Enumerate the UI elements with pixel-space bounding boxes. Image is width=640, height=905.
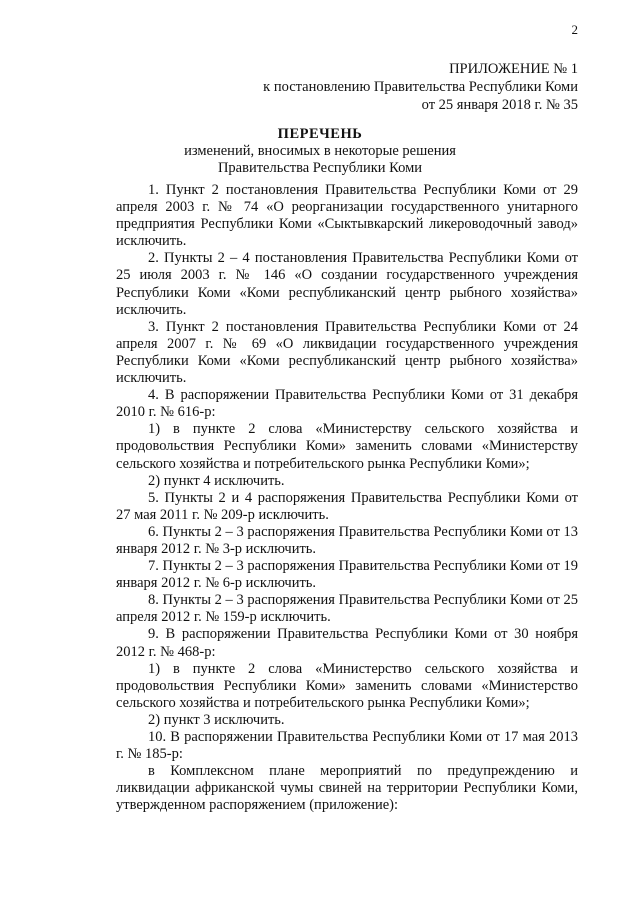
list-item: 7. Пункты 2 – 3 распоряжения Правительства Республики Коми от 19 января 2012 г. № 6-р исключить.: [116, 558, 578, 592]
list-item: 8. Пункты 2 – 3 распоряжения Правительства Республики Коми от 25 апреля 2012 г. № 159-р исключить.: [116, 592, 578, 626]
document-title-block: [0, 126, 640, 177]
list-item: 4. В распоряжении Правительства Республики Коми от 31 декабря 2010 г. № 616-р:: [116, 387, 578, 421]
list-subitem: 1) в пункте 2 слова «Министерству сельского хозяйства и продовольствия Республики Коми» заменить словами «Министерству сельского хозяйства и потребительского рынка Республики Коми»;: [116, 421, 578, 472]
list-item: 10. В распоряжении Правительства Республики Коми от 17 мая 2013 г. № 185-р:: [116, 729, 578, 763]
list-item: 1. Пункт 2 постановления Правительства Республики Коми от 29 апреля 2003 г. № 74 «О реорганизации государственного унитарного предприятия Республики Коми «Сыктывкарский ликероводочный завод» исключить.: [116, 182, 578, 250]
document-body: [116, 182, 578, 814]
list-subitem: 2) пункт 3 исключить.: [148, 711, 285, 728]
list-subitem: 2) пункт 4 исключить.: [148, 472, 285, 489]
appendix-line-1: ПРИЛОЖЕНИЕ № 1: [449, 61, 578, 77]
list-subitem: 1) в пункте 2 слова «Министерство сельского хозяйства и продовольствия Республики Коми» заменить словами «Министерство сельского хозяйства и потребительского рынка Республики Коми»;: [116, 660, 578, 711]
appendix-header: [263, 60, 578, 114]
list-item: 5. Пункты 2 и 4 распоряжения Правительства Республики Коми от 27 мая 2011 г. № 209-р исключить.: [116, 489, 578, 523]
document-title: ПЕРЕЧЕНЬ: [277, 126, 363, 142]
document-subtitle-2: Правительства Республики Коми: [217, 160, 423, 176]
page-number: 2: [571, 22, 578, 37]
list-item: 9. В распоряжении Правительства Республики Коми от 30 ноября 2012 г. № 468-р:: [116, 626, 578, 660]
list-item: 3. Пункт 2 постановления Правительства Республики Коми от 24 апреля 2007 г. № 69 «О ликвидации государственного учреждения Республики Коми «Коми республиканский центр рыбного хозяйства» исключить.: [116, 318, 578, 387]
list-item: в Комплексном плане мероприятий по предупреждению и ликвидации африканской чумы свиней на территории Республики Коми, утвержденном распоряжением (приложение):: [116, 763, 578, 814]
appendix-line-3: от 25 января 2018 г. № 35: [421, 97, 578, 113]
document-subtitle-1: изменений, вносимых в некоторые решения: [184, 143, 456, 159]
list-item: 6. Пункты 2 – 3 распоряжения Правительства Республики Коми от 13 января 2012 г. № 3-р исключить.: [116, 523, 578, 557]
appendix-line-2: к постановлению Правительства Республики Коми: [263, 79, 578, 95]
list-item: 2. Пункты 2 – 4 постановления Правительства Республики Коми от 25 июля 2003 г. № 146 «О создании государственного учреждения Республики Коми «Коми республиканский центр рыбного хозяйства» исключить.: [116, 250, 578, 318]
